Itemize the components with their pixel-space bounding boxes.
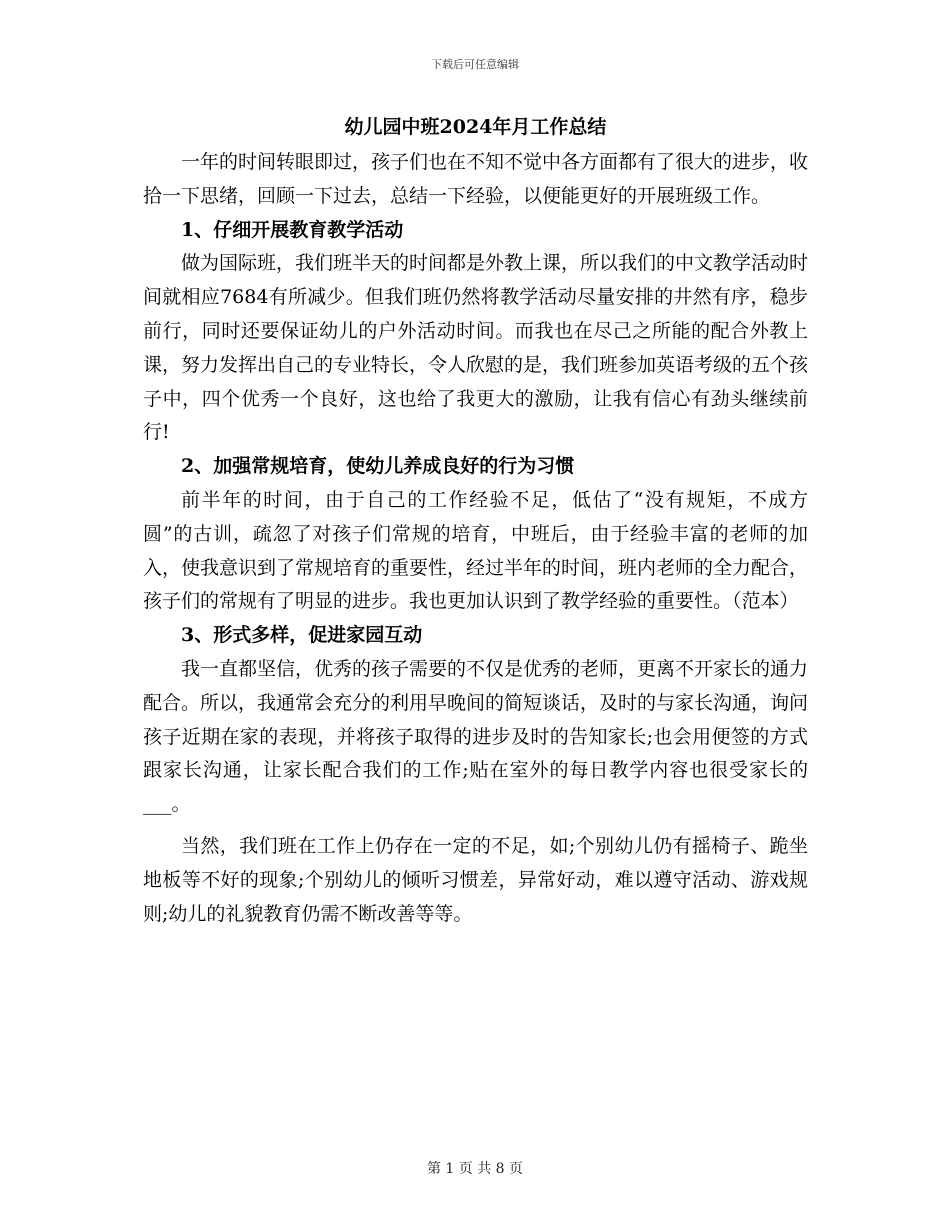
section-1-heading: 1、仔细开展教育教学活动 xyxy=(181,218,404,241)
closing-paragraph: 当然，我们班在工作上仍存在一定的不足，如;个别幼儿仍有摇椅子、跪坐地板等不好的现象;个别幼儿的倾听习惯差，异常好动，难以遵守活动、游戏规则;幼儿的礼貌教育仍需不断改善等等。 xyxy=(143,834,808,925)
intro-paragraph: 一年的时间转眼即过，孩子们也在不知不觉中各方面都有了很大的进步，收拾一下思绪，回顾一下过去，总结一下经验，以便能更好的开展班级工作。 xyxy=(143,151,809,207)
document-body xyxy=(143,108,808,931)
page-header-note: 下载后可任意编辑 xyxy=(431,58,519,71)
section-2-body: 前半年的时间，由于自己的工作经验不足，低估了“没有规矩，不成方圆”的古训，疏忽了对孩子们常规的培育，中班后，由于经验丰富的老师的加入，使我意识到了常规培育的重要性，经过半年的时间，班内老师的全力配合，孩子们的常规有了明显的进步。我也更加认识到了教学经验的重要性。（范本） xyxy=(143,488,809,613)
section-3-body: 我一直都坚信，优秀的孩子需要的不仅是优秀的老师，更离不开家长的通力配合。所以，我通常会充分的利用早晚间的简短谈话，及时的与家长沟通，询问孩子近期在家的表现，并将孩子取得的进步及时的告知家长;也会用便签的方式跟家长沟通，让家长配合我们的工作;贴在室外的每日教学内容也很受家长的___。 xyxy=(143,657,809,816)
section-1-body: 做为国际班，我们班半天的时间都是外教上课，所以我们的中文教学活动时间就相应7684有所减少。但我们班仍然将教学活动尽量安排的井然有序，稳步前行，同时还要保证幼儿的户外活动时间。而我也在尽己之所能的配合外教上课，努力发挥出自己的专业特长，令人欣慰的是，我们班参加英语考级的五个孩子中，四个优秀一个良好，这也给了我更大的激励，让我有信心有劲头继续前行! xyxy=(143,252,809,444)
section-3-heading: 3、形式多样，促进家园互动 xyxy=(181,624,423,647)
document-title: 幼儿园中班2024年月工作总结 xyxy=(344,116,607,138)
section-2-heading: 2、加强常规培育，使幼儿养成良好的行为习惯 xyxy=(181,455,575,478)
page-footer: 第 1 页 共 8 页 xyxy=(426,1161,524,1177)
